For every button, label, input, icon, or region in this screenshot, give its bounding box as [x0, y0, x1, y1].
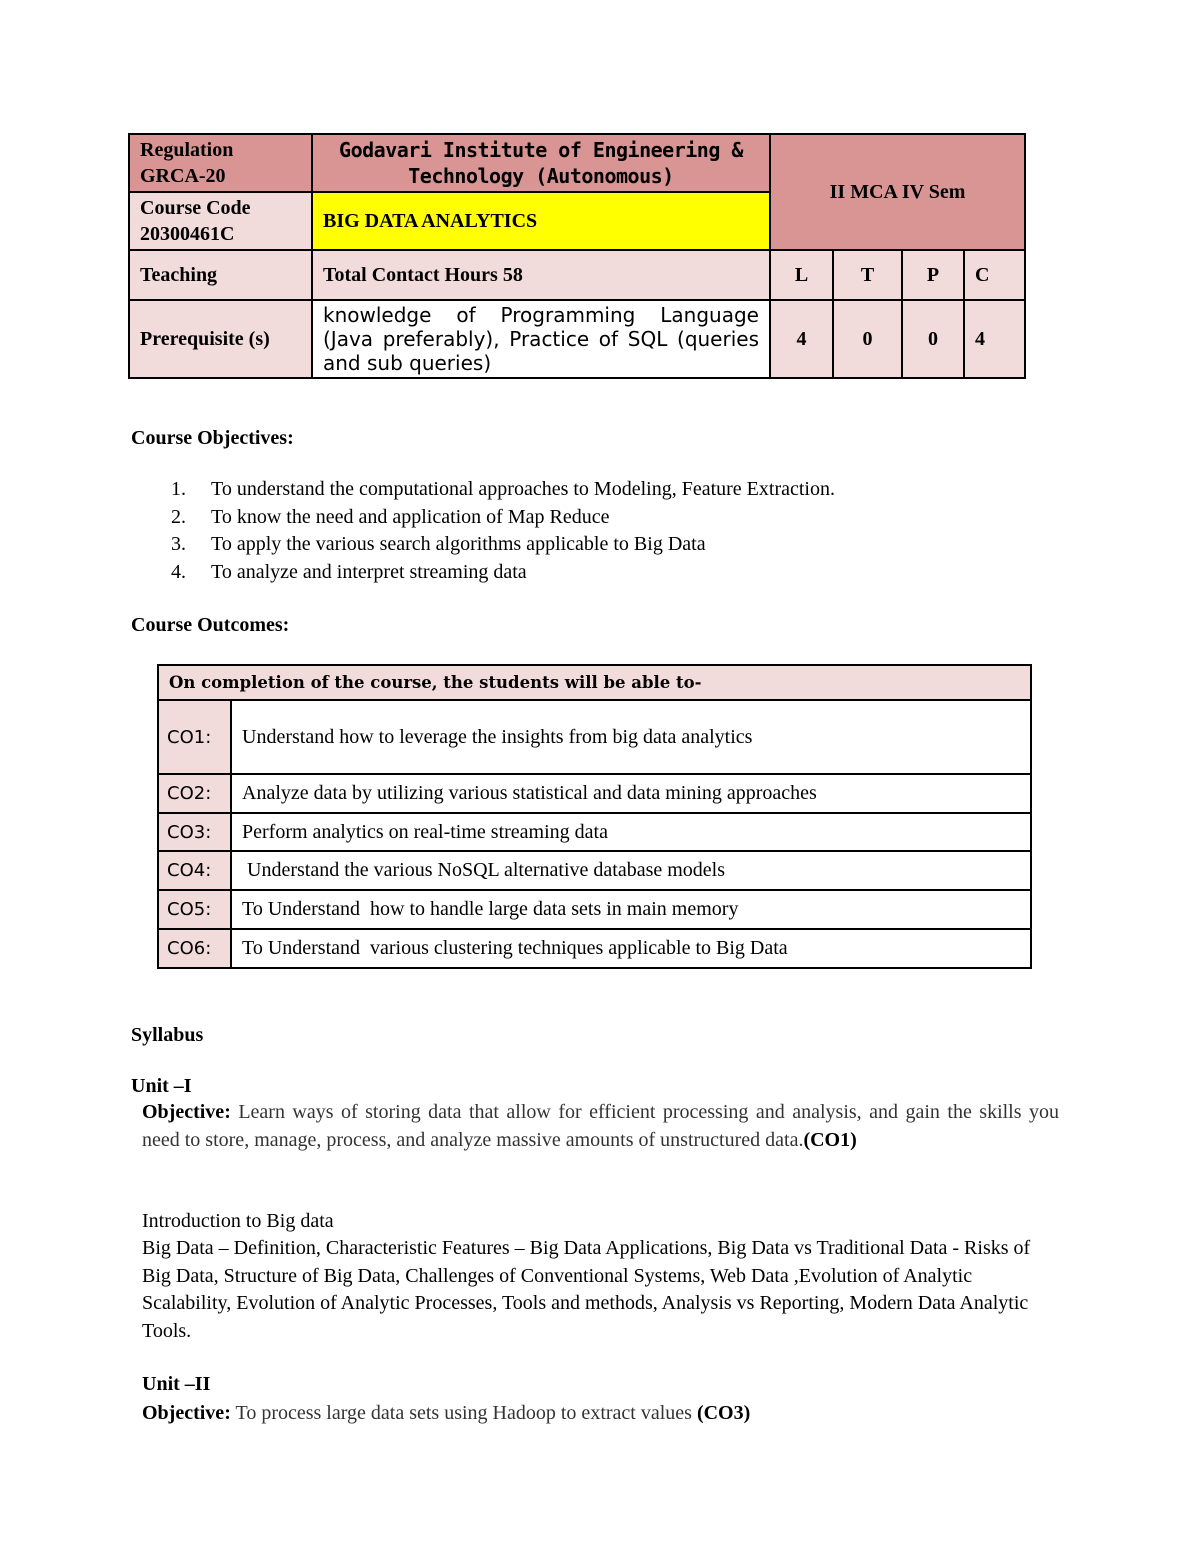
objective-text: Learn ways of storing data that allow for efficient processing and analysis, and gain the skills you need to store, manage, process, and analyze massive amounts of unstructured data. [142, 1101, 1059, 1151]
prerequisite-label: Prerequisite (s) [129, 300, 312, 378]
list-item: 3. To apply the various search algorithms applicable to Big Data [171, 533, 706, 555]
ltpc-header-c: C [964, 250, 1025, 300]
regulation-value: GRCA-20 [140, 165, 226, 187]
co-text: To Understand how to handle large data sets in main memory [231, 890, 1031, 929]
ltpc-value-l: 4 [770, 300, 833, 378]
co-code: CO4: [158, 851, 231, 890]
objective-text: To process large data sets using Hadoop to extract values [230, 1402, 697, 1424]
unit-2-objective [142, 1400, 1059, 1428]
objective-co: (CO3) [696, 1402, 751, 1424]
co-code: CO3: [158, 813, 231, 851]
objective-label: Objective: [142, 1101, 231, 1123]
ltpc-value-t: 0 [833, 300, 902, 378]
list-item: 4. To analyze and interpret streaming data [171, 560, 527, 583]
co-text: Analyze data by utilizing various statistical and data mining approaches [231, 774, 1031, 813]
outcomes-heading: Course Outcomes: [131, 614, 290, 636]
ltpc-header-p: P [902, 250, 964, 300]
course-title: BIG DATA ANALYTICS [312, 192, 770, 250]
co-code: CO6: [158, 929, 231, 968]
course-code-value: 20300461C [140, 223, 235, 245]
ltpc-value-c: 4 [964, 300, 1025, 378]
total-contact-hours: Total Contact Hours 58 [312, 250, 770, 300]
co-text: Understand the various NoSQL alternative database models [231, 851, 1031, 890]
course-header-table [128, 133, 1026, 379]
objective-co: (CO1) [803, 1128, 857, 1151]
co-code: CO2: [158, 774, 231, 813]
unit-1-topic-title: Introduction to Big data [142, 1210, 334, 1232]
table-row [158, 700, 1031, 774]
ltpc-header-l: L [770, 250, 833, 300]
syllabus-heading: Syllabus [131, 1024, 204, 1046]
list-item: 2. To know the need and application of Map Reduce [171, 505, 610, 528]
teaching-label: Teaching [129, 250, 312, 300]
regulation-cell [129, 134, 312, 192]
co-text: To Understand various clustering techniques applicable to Big Data [231, 929, 1031, 968]
table-row [158, 851, 1031, 890]
ltpc-value-p: 0 [902, 300, 964, 378]
outcomes-table [157, 664, 1032, 969]
unit-1-objective [142, 1099, 1059, 1154]
co-text: Perform analytics on real-time streaming data [231, 813, 1031, 851]
list-item: 1. To understand the computational approaches to Modeling, Feature Extraction. [171, 478, 835, 500]
prerequisite-text: knowledge of Programming Language (Java preferably), Practice of SQL (queries and sub queries) [312, 300, 770, 378]
table-row [158, 813, 1031, 851]
co-code: CO5: [158, 890, 231, 929]
regulation-label: Regulation [140, 139, 234, 161]
course-code-label: Course Code [140, 197, 251, 219]
co-code: CO1: [158, 700, 231, 774]
course-code-cell [129, 192, 312, 250]
unit-2-title: Unit –II [142, 1373, 211, 1395]
table-row [158, 890, 1031, 929]
unit-1-title: Unit –I [131, 1075, 192, 1097]
objective-label: Objective: [142, 1402, 231, 1424]
institute-name: Godavari Institute of Engineering & Technology (Autonomous) [312, 134, 770, 192]
objectives-heading: Course Objectives: [131, 427, 294, 449]
objectives-list [171, 476, 835, 586]
unit-1-topic-text: Big Data – Definition, Characteristic Features – Big Data Applications, Big Data vs Traditional Data - Risks of Big Data, Structure of Big Data, Challenges of Conventional Systems, Web Data ,Evolution of Analytic Scalability, Evolution of Analytic Processes, Tools and methods, Analysis vs Reporting, Modern Data Analytic Tools. [142, 1237, 1031, 1342]
table-row [158, 929, 1031, 968]
table-row [158, 774, 1031, 813]
semester-label: II MCA IV Sem [770, 134, 1025, 250]
ltpc-header-t: T [833, 250, 902, 300]
outcomes-table-header: On completion of the course, the students will be able to- [158, 665, 1031, 700]
co-text: Understand how to leverage the insights from big data analytics [231, 700, 1031, 774]
